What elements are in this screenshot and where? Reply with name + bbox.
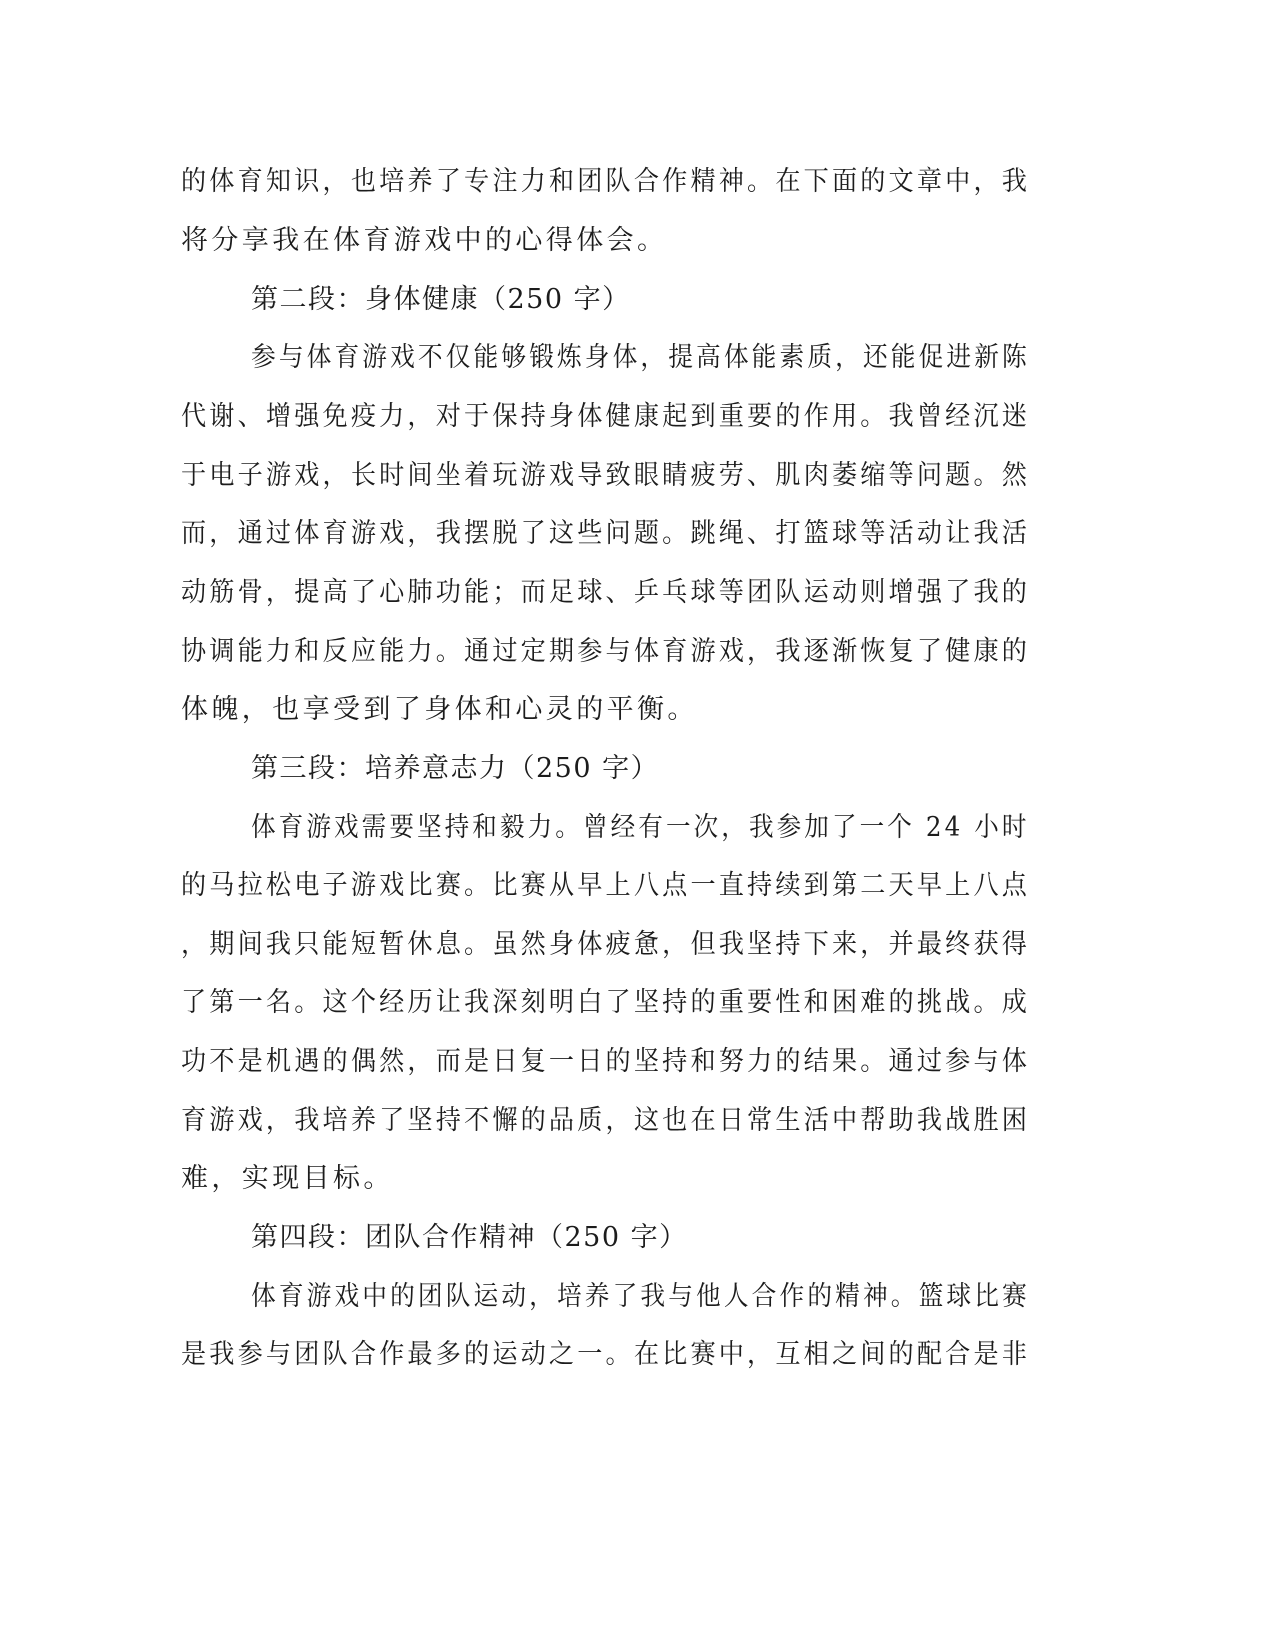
paragraph-line: 了第一名。这个经历让我深刻明白了坚持的重要性和困难的挑战。成 — [181, 987, 1031, 1018]
paragraph-line: 的马拉松电子游戏比赛。比赛从早上八点一直持续到第二天早上八点 — [181, 870, 1031, 901]
paragraph-line: 体育游戏中的团队运动，培养了我与他人合作的精神。篮球比赛 — [251, 1281, 1030, 1312]
paragraph-line: 于电子游戏，长时间坐着玩游戏导致眼睛疲劳、肌肉萎缩等问题。然 — [181, 460, 1031, 491]
paragraph-line: 是我参与团队合作最多的运动之一。在比赛中，互相之间的配合是非 — [181, 1339, 1031, 1370]
paragraph-line: 协调能力和反应能力。通过定期参与体育游戏，我逐渐恢复了健康的 — [181, 636, 1031, 667]
paragraph-line: 代谢、增强免疫力，对于保持身体健康起到重要的作用。我曾经沉迷 — [181, 401, 1031, 432]
paragraph-line: 而，通过体育游戏，我摆脱了这些问题。跳绳、打篮球等活动让我活 — [181, 518, 1031, 549]
paragraph-line: 功不是机遇的偶然，而是日复一日的坚持和努力的结果。通过参与体 — [181, 1046, 1031, 1077]
paragraph-line: 育游戏，我培养了坚持不懈的品质，这也在日常生活中帮助我战胜困 — [181, 1105, 1031, 1136]
paragraph-line: ，期间我只能短暂休息。虽然身体疲惫，但我坚持下来，并最终获得 — [181, 929, 1031, 960]
section-heading-2: 第二段：身体健康（250 字） — [251, 284, 631, 315]
paragraph-line: 的体育知识，也培养了专注力和团队合作精神。在下面的文章中，我 — [181, 166, 1031, 197]
paragraph-line: 体育游戏需要坚持和毅力。曾经有一次，我参加了一个 24 小时 — [251, 812, 1030, 843]
paragraph-line: 参与体育游戏不仅能够锻炼身体，提高体能素质，还能促进新陈 — [251, 342, 1030, 373]
paragraph-line: 动筋骨，提高了心肺功能；而足球、乒乓球等团队运动则增强了我的 — [181, 577, 1031, 608]
section-heading-4: 第四段：团队合作精神（250 字） — [251, 1222, 688, 1253]
paragraph-line: 难，实现目标。 — [181, 1163, 394, 1194]
paragraph-line: 体魄，也享受到了身体和心灵的平衡。 — [181, 694, 698, 725]
section-heading-3: 第三段：培养意志力（250 字） — [251, 753, 660, 784]
paragraph-line: 将分享我在体育游戏中的心得体会。 — [181, 225, 668, 256]
